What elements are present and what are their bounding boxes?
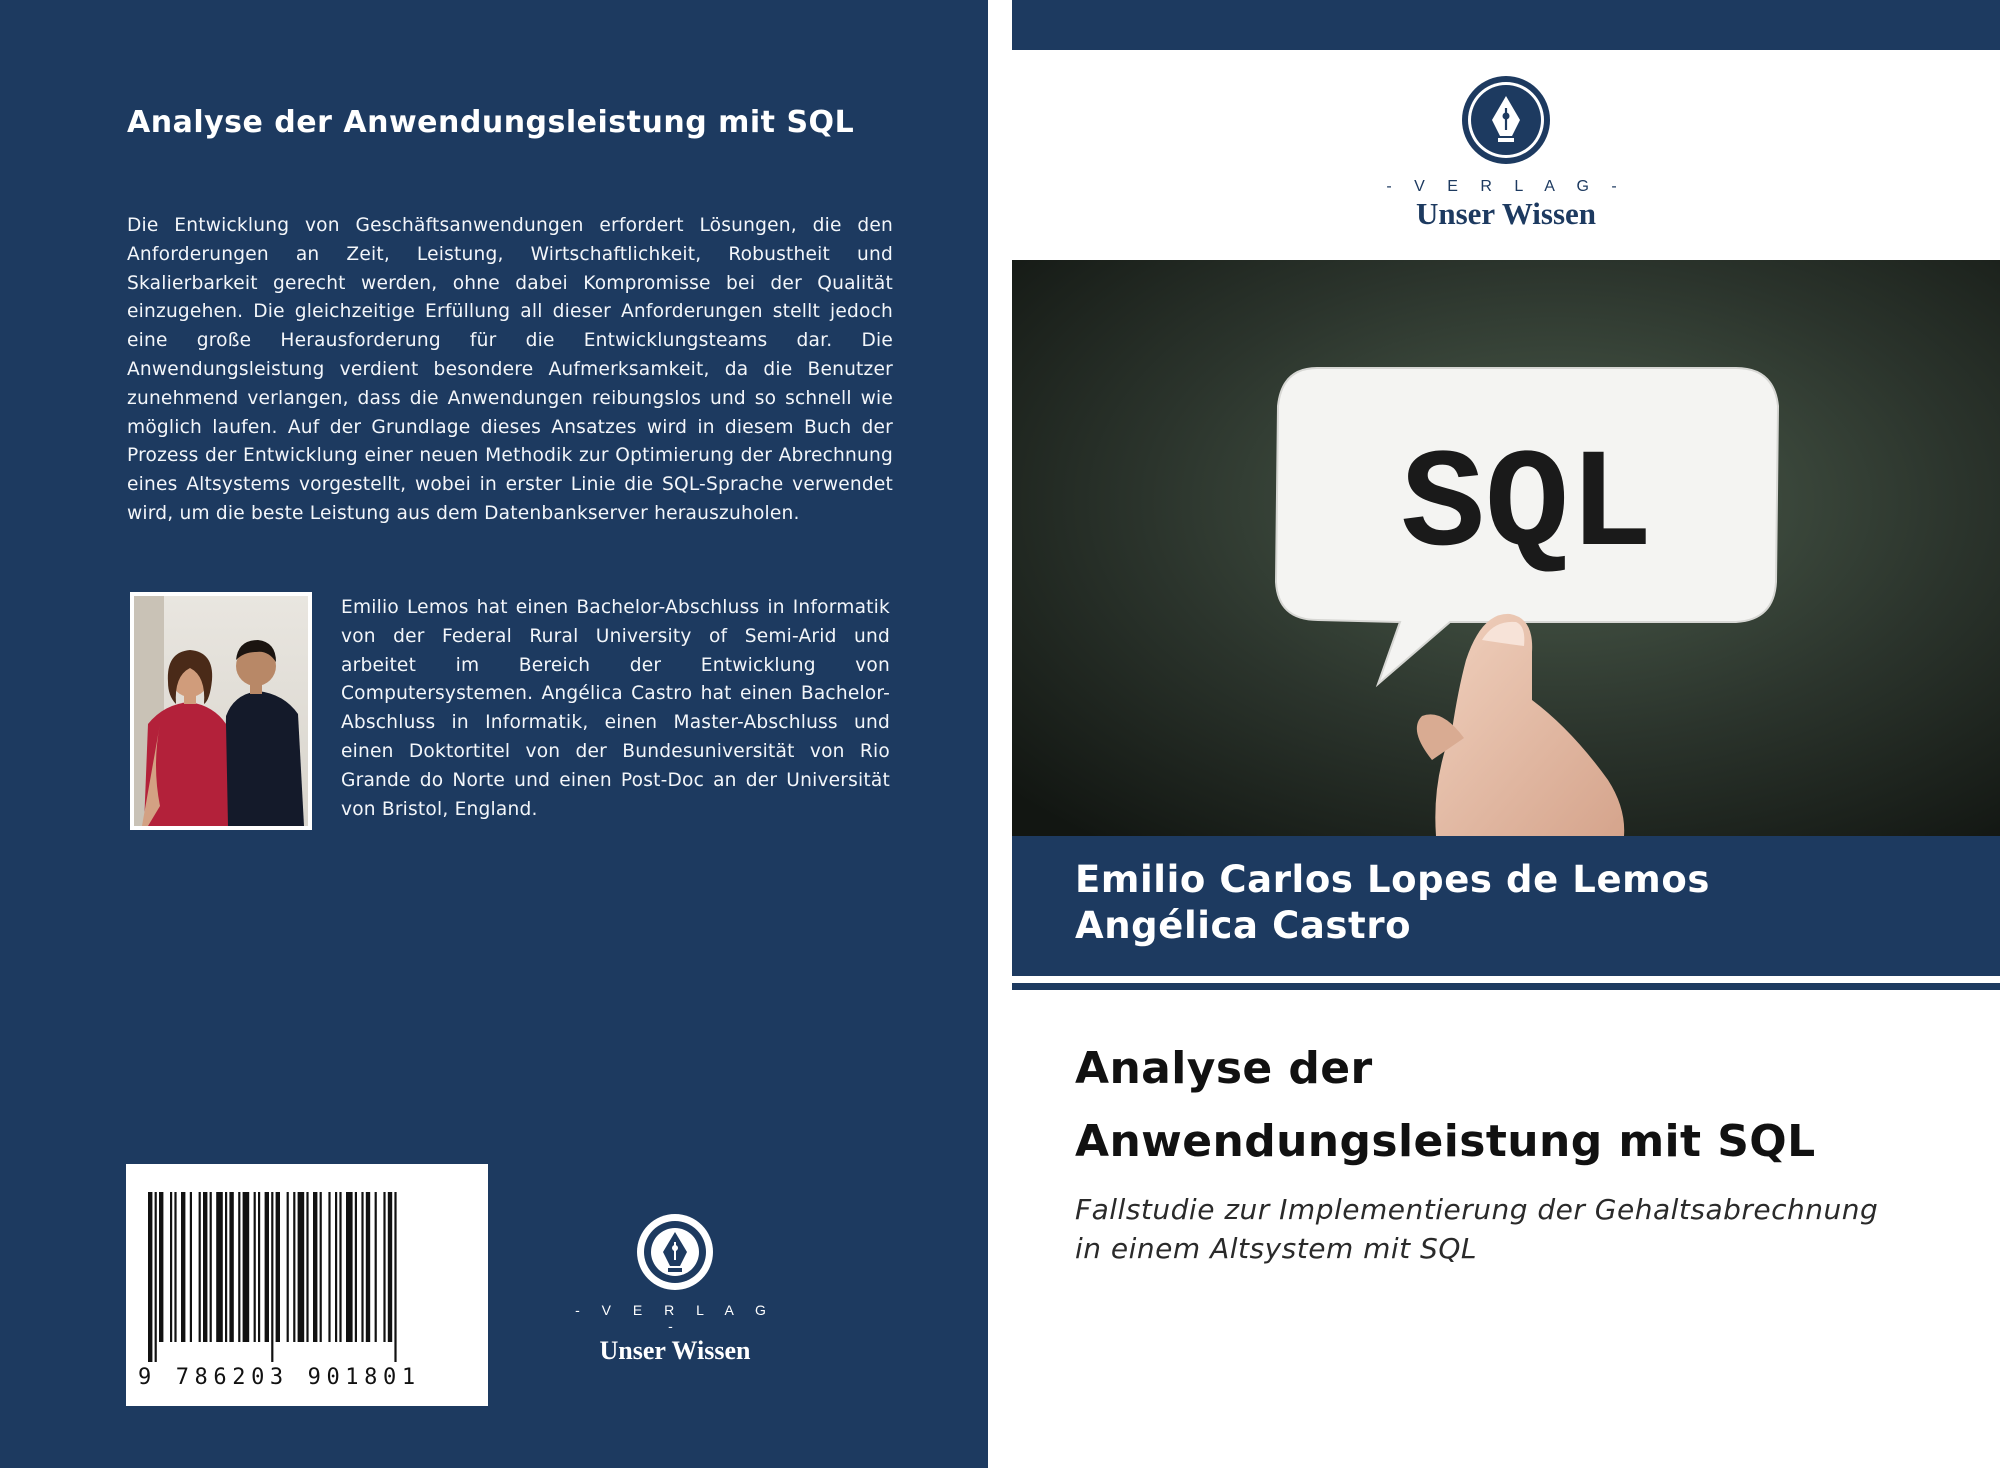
front-cover-title (1075, 1032, 1955, 1178)
author-photo (130, 592, 312, 830)
barcode-bar (306, 1192, 308, 1342)
front-cover-subtitle (1075, 1190, 1975, 1268)
barcode-bar (287, 1192, 289, 1342)
front-subtitle-line-2: in einem Altsystem mit SQL (1075, 1232, 1477, 1265)
back-logo-name: Unser Wissen (599, 1336, 751, 1365)
barcode-bar (181, 1192, 185, 1342)
author-name-2: Angélica Castro (1075, 904, 1412, 947)
barcode-bar (170, 1192, 172, 1342)
barcode-bar (243, 1192, 250, 1342)
barcode-bar (366, 1192, 370, 1342)
barcode-bar (276, 1192, 280, 1342)
barcode-bar (355, 1192, 357, 1342)
front-subtitle-line-1: Fallstudie zur Implementierung der Gehaltsabrechnung (1075, 1193, 1879, 1226)
pen-nib-logo-icon (1460, 74, 1552, 166)
back-cover-title: Analyse der Anwendungsleistung mit SQL (127, 105, 855, 140)
barcode-bar (298, 1192, 305, 1342)
barcode-bar (159, 1192, 163, 1342)
isbn-barcode (126, 1164, 488, 1406)
barcode-bar (199, 1192, 201, 1342)
barcode-bar (258, 1192, 260, 1342)
sql-speech-bubble-image (1012, 260, 2000, 836)
barcode-bar (313, 1192, 317, 1342)
front-cover (1012, 0, 2000, 1468)
barcode-digits: 9 786203 901801 (138, 1365, 421, 1390)
back-cover (0, 0, 988, 1468)
front-logo-name: Unser Wissen (1415, 196, 1597, 231)
barcode-bar (388, 1192, 392, 1342)
back-publisher-logo (570, 1212, 780, 1366)
author-band (1012, 836, 2000, 976)
barcode-bar (271, 1192, 273, 1362)
barcode-bar (216, 1192, 223, 1342)
front-publisher-logo (1376, 74, 1636, 232)
author-photo-image (134, 596, 308, 826)
barcode-bar (210, 1192, 212, 1342)
front-title-line-2: Anwendungsleistung mit SQL (1075, 1116, 1816, 1167)
barcode-bar (320, 1192, 322, 1342)
barcode-bar (229, 1192, 233, 1342)
barcode-bar (339, 1192, 341, 1342)
barcode-bar (174, 1192, 176, 1342)
barcode-bar (293, 1192, 295, 1342)
sql-label: SQL (1400, 428, 1654, 587)
front-top-bar (1012, 0, 2000, 50)
front-logo-verlag: - V E R L A G - (1386, 178, 1626, 195)
barcode-icon (148, 1192, 466, 1362)
barcode-bar (383, 1192, 385, 1342)
barcode-bar (203, 1192, 207, 1342)
pen-nib-logo-icon (635, 1212, 715, 1292)
cover-image (1012, 260, 2000, 836)
barcode-bar (394, 1192, 396, 1362)
barcode-bar (238, 1192, 240, 1342)
barcode-bar (328, 1192, 330, 1342)
back-logo-verlag: - V E R L A G - (575, 1302, 775, 1334)
barcode-bar (254, 1192, 256, 1342)
author-bio: Emilio Lemos hat einen Bachelor-Abschluss in Informatik von der Federal Rural University of Semi-Arid und arbeitet im Bereich der Entwicklung von Computersystemen. Angélica Castro hat einen Bachelor-Abschluss in Informatik, einen Master-Abschluss und einen Doktortitel von der Bundesuniversität von Rio Grande do Norte und einen Post-Doc an der Universität von Bristol, England. (341, 597, 890, 820)
barcode-bar (265, 1192, 269, 1342)
barcode-bar (190, 1192, 192, 1342)
back-cover-blurb: Die Entwicklung von Geschäftsanwendungen erfordert Lösungen, die den Anforderungen an Zeit, Leistung, Wirtschaftlichkeit, Robustheit und Skalierbarkeit gerecht werden, ohne dabei Kompromisse bei der Qualität einzugehen. Die gleichzeitige Erfüllung all dieser Anforderungen stellt jedoch eine große Herausforderung für die Entwicklungsteams dar. Die Anwendungsleistung verdient besondere Aufmerksamkeit, da die Benutzer zunehmend verlangen, dass die Anwendungen reibungslos und so schnell wie möglich laufen. Auf der Grundlage dieses Ansatzes wird in diesem Buch der Prozess der Entwicklung einer neuen Methodik zur Optimierung der Abrechnung eines Altsystems vorgestellt, wobei in erster Linie die SQL-Sprache verwendet wird, um die beste Leistung aus dem Datenbankserver herauszuholen. (127, 215, 893, 524)
front-divider-rule (1012, 983, 2000, 990)
barcode-bar (346, 1192, 353, 1342)
barcode-bar (148, 1192, 152, 1362)
barcode-bar (335, 1192, 337, 1342)
spine (988, 0, 1012, 1468)
barcode-bar (225, 1192, 227, 1342)
barcode-bar (375, 1192, 377, 1342)
author-name-1: Emilio Carlos Lopes de Lemos (1075, 858, 1710, 901)
front-title-line-1: Analyse der (1075, 1043, 1373, 1094)
barcode-bar (155, 1192, 157, 1362)
barcode-bar (361, 1192, 363, 1342)
